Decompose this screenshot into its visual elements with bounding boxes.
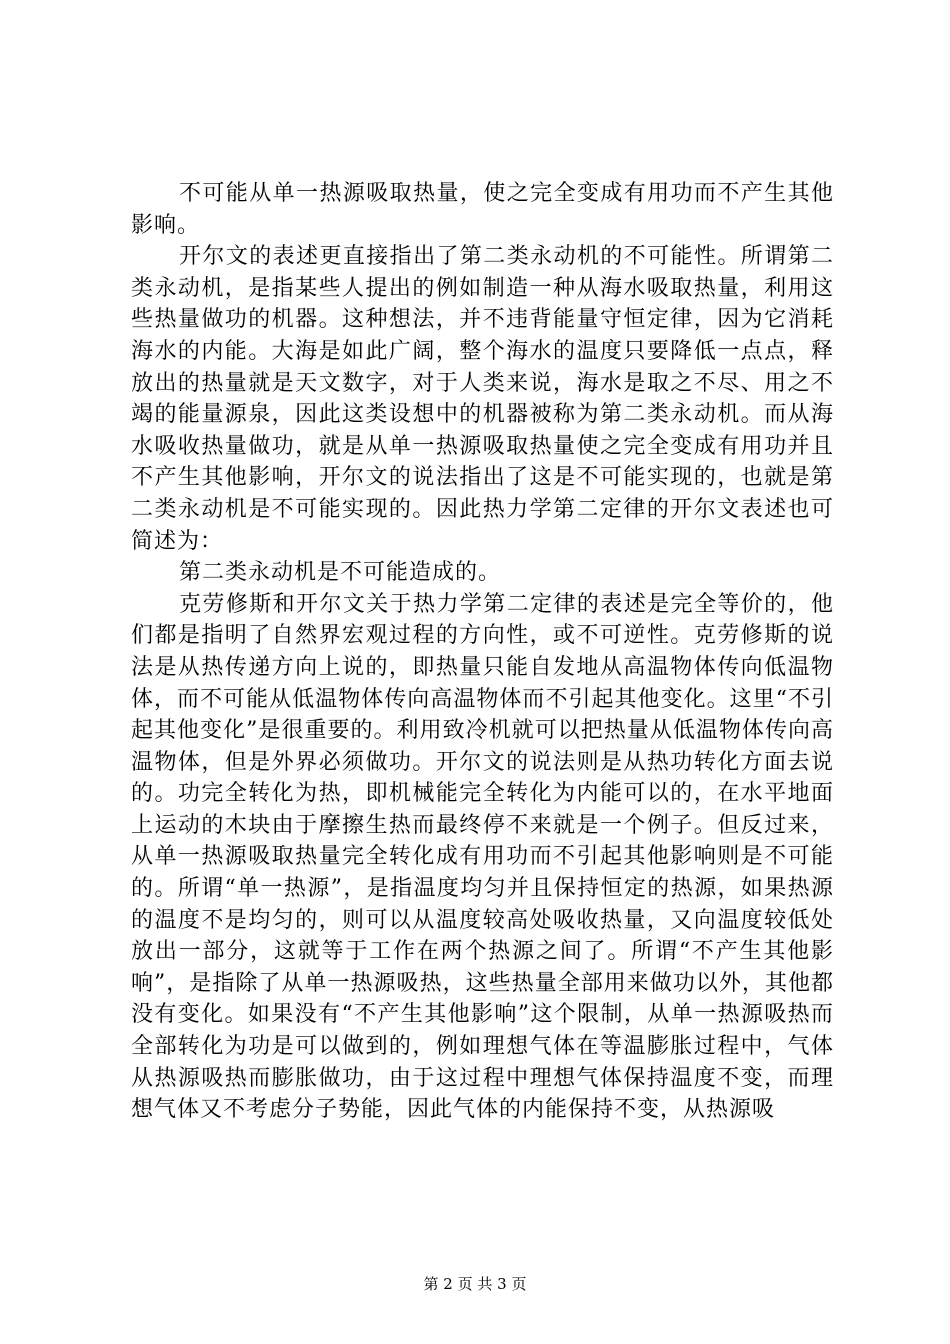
paragraph-3: 第二类永动机是不可能造成的。 [179, 560, 502, 586]
document-body [131, 178, 834, 1126]
paragraph-2: 开尔文的表述更直接指出了第二类永动机的不可能性。所谓第二类永动机，是指某些人提出的例如制造一种从海水吸取热量，利用这些热量做功的机器。这种想法，并不违背能量守恒定律，因为它消耗海水的内能。大海是如此广阔，整个海水的温度只要降低一点点，释放出的热量就是天文数字，对于人类来说，海水是取之不尽、用之不竭的能量源泉，因此这类设想中的机器被称为第二类永动机。而从海水吸收热量做功，就是从单一热源吸取热量使之完全变成有用功并且不产生其他影响，开尔文的说法指出了这是不可能实现的，也就是第二类永动机是不可能实现的。因此热力学第二定律的开尔文表述也可简述为： [131, 244, 834, 554]
page-number-footer: 第 2 页 共 3 页 [423, 1275, 527, 1293]
paragraph-1: 不可能从单一热源吸取热量，使之完全变成有用功而不产生其他影响。 [131, 181, 834, 238]
paragraph-4: 克劳修斯和开尔文关于热力学第二定律的表述是完全等价的，他们都是指明了自然界宏观过程的方向性，或不可逆性。克劳修斯的说法是从热传递方向上说的，即热量只能自发地从高温物体传向低温物体，而不可能从低温物体传向高温物体而不引起其他变化。这里“不引起其他变化”是很重要的。利用致冷机就可以把热量从低温物体传向高温物体，但是外界必须做功。开尔文的说法则是从热功转化方面去说的。功完全转化为热，即机械能完全转化为内能可以的，在水平地面上运动的木块由于摩擦生热而最终停不来就是一个例子。但反过来，从单一热源吸取热量完全转化成有用功而不引起其他影响则是不可能的。所谓“单一热源”，是指温度均匀并且保持恒定的热源，如果热源的温度不是均匀的，则可以从温度较高处吸收热量，又向温度较低处放出一部分，这就等于工作在两个热源之间了。所谓“不产生其他影响”，是指除了从单一热源吸热，这些热量全部用来做功以外，其他都没有变化。如果没有“不产生其他影响”这个限制，从单一热源吸热而全部转化为功是可以做到的，例如理想气体在等温膨胀过程中，气体从热源吸热而膨胀做功，由于这过程中理想气体保持温度不变，而理想气体又不考虑分子势能，因此气体的内能保持不变，从热源吸 [131, 591, 834, 1123]
